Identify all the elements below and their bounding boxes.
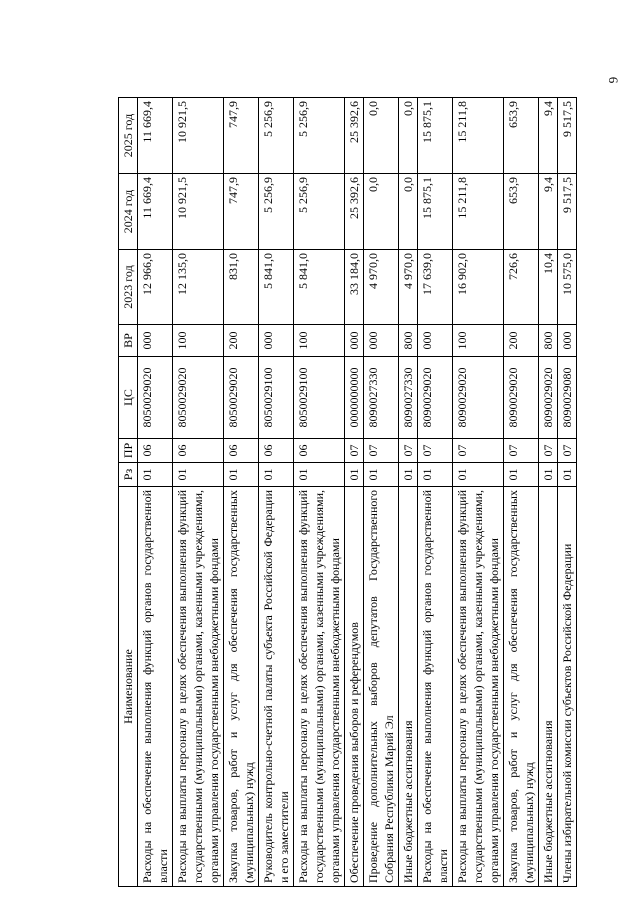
cell-vr: 000 <box>138 325 173 357</box>
cell-rz: 01 <box>418 463 453 487</box>
cell-2024: 5 256,9 <box>294 174 345 250</box>
cell-pr: 06 <box>138 439 173 463</box>
cell-2023: 33 184,0 <box>345 250 364 325</box>
cell-2024: 15 875,1 <box>418 174 453 250</box>
table-row <box>294 98 345 887</box>
header-pr: ПР <box>119 439 138 463</box>
cell-2025: 15 211,8 <box>453 98 504 174</box>
cell-name: Расходы на выплаты персоналу в целях обеспечения выполнения функций государственными (муниципальными) органами, казенными учреждениями, органами управления государственными внебюджетными фондами <box>173 487 224 887</box>
cell-2024: 9 517,5 <box>558 174 577 250</box>
cell-rz: 01 <box>294 463 345 487</box>
cell-vr: 100 <box>173 325 224 357</box>
cell-2023: 5 841,0 <box>259 250 294 325</box>
cell-2025: 5 256,9 <box>259 98 294 174</box>
cell-vr: 200 <box>504 325 539 357</box>
cell-2023: 10 575,0 <box>558 250 577 325</box>
cell-2025: 747,9 <box>224 98 259 174</box>
table-row <box>453 98 504 887</box>
cell-2025: 5 256,9 <box>294 98 345 174</box>
header-2023: 2023 год <box>119 250 138 325</box>
table-row <box>224 98 259 887</box>
cell-cs: 8050029100 <box>259 357 294 439</box>
cell-2023: 5 841,0 <box>294 250 345 325</box>
table-row <box>173 98 224 887</box>
cell-cs: 8050029020 <box>138 357 173 439</box>
cell-vr: 800 <box>539 325 558 357</box>
cell-2024: 653,9 <box>504 174 539 250</box>
cell-vr: 200 <box>224 325 259 357</box>
cell-pr: 07 <box>504 439 539 463</box>
cell-name: Закупка товаров, работ и услуг для обеспечения государственных (муниципальных) нужд <box>504 487 539 887</box>
cell-pr: 07 <box>345 439 364 463</box>
cell-2023: 12 135,0 <box>173 250 224 325</box>
cell-vr: 000 <box>418 325 453 357</box>
cell-rz: 01 <box>345 463 364 487</box>
cell-cs: 8090027330 <box>399 357 418 439</box>
table-row <box>418 98 453 887</box>
cell-pr: 07 <box>453 439 504 463</box>
cell-pr: 07 <box>418 439 453 463</box>
cell-2023: 10,4 <box>539 250 558 325</box>
cell-name: Расходы на выплаты персоналу в целях обеспечения выполнения функций государственными (муниципальными) органами, казенными учреждениями, органами управления государственными внебюджетными фондами <box>453 487 504 887</box>
cell-2024: 11 669,4 <box>138 174 173 250</box>
cell-2025: 653,9 <box>504 98 539 174</box>
cell-vr: 100 <box>294 325 345 357</box>
header-vr: ВР <box>119 325 138 357</box>
table-row <box>345 98 364 887</box>
table-header-row <box>119 98 138 887</box>
cell-2023: 4 970,0 <box>399 250 418 325</box>
cell-cs: 8090029020 <box>418 357 453 439</box>
cell-cs: 8090029020 <box>539 357 558 439</box>
cell-rz: 01 <box>364 463 399 487</box>
cell-name: Обеспечение проведения выборов и референдумов <box>345 487 364 887</box>
cell-vr: 000 <box>345 325 364 357</box>
cell-name: Иные бюджетные ассигнования <box>539 487 558 887</box>
cell-2024: 9,4 <box>539 174 558 250</box>
cell-cs: 8050029020 <box>173 357 224 439</box>
cell-pr: 06 <box>173 439 224 463</box>
budget-table <box>118 97 577 887</box>
page-number: 6 <box>606 76 621 84</box>
cell-pr: 07 <box>364 439 399 463</box>
cell-2025: 11 669,4 <box>138 98 173 174</box>
cell-vr: 000 <box>259 325 294 357</box>
header-2024: 2024 год <box>119 174 138 250</box>
cell-name: Расходы на обеспечение выполнения функций органов государственной власти <box>418 487 453 887</box>
cell-cs: 8050029020 <box>224 357 259 439</box>
table-body <box>138 98 577 887</box>
cell-rz: 01 <box>504 463 539 487</box>
cell-2023: 726,6 <box>504 250 539 325</box>
cell-name: Расходы на выплаты персоналу в целях обеспечения выполнения функций государственными (муниципальными) органами, казенными учреждениями, органами управления государственными внебюджетными фондами <box>294 487 345 887</box>
cell-2025: 15 875,1 <box>418 98 453 174</box>
cell-name: Иные бюджетные ассигнования <box>399 487 418 887</box>
cell-2025: 9,4 <box>539 98 558 174</box>
table-row <box>138 98 173 887</box>
cell-name: Члены избирательной комиссии субъектов Российской Федерации <box>558 487 577 887</box>
header-2025: 2025 год <box>119 98 138 174</box>
cell-vr: 800 <box>399 325 418 357</box>
cell-2024: 15 211,8 <box>453 174 504 250</box>
cell-rz: 01 <box>173 463 224 487</box>
cell-2024: 25 392,6 <box>345 174 364 250</box>
cell-vr: 100 <box>453 325 504 357</box>
cell-rz: 01 <box>558 463 577 487</box>
cell-2024: 0,0 <box>399 174 418 250</box>
cell-cs: 8090027330 <box>364 357 399 439</box>
cell-2023: 4 970,0 <box>364 250 399 325</box>
cell-name: Расходы на обеспечение выполнения функций органов государственной власти <box>138 487 173 887</box>
cell-pr: 07 <box>539 439 558 463</box>
cell-pr: 07 <box>399 439 418 463</box>
cell-cs: 8050029100 <box>294 357 345 439</box>
cell-cs: 0000000000 <box>345 357 364 439</box>
cell-rz: 01 <box>259 463 294 487</box>
cell-2025: 9 517,5 <box>558 98 577 174</box>
cell-2024: 0,0 <box>364 174 399 250</box>
cell-pr: 06 <box>259 439 294 463</box>
cell-cs: 8090029020 <box>504 357 539 439</box>
cell-2023: 17 639,0 <box>418 250 453 325</box>
cell-vr: 000 <box>364 325 399 357</box>
cell-pr: 06 <box>224 439 259 463</box>
cell-rz: 01 <box>224 463 259 487</box>
cell-rz: 01 <box>539 463 558 487</box>
table-row <box>259 98 294 887</box>
table-row <box>504 98 539 887</box>
cell-cs: 8090029080 <box>558 357 577 439</box>
cell-name: Закупка товаров, работ и услуг для обеспечения государственных (муниципальных) нужд <box>224 487 259 887</box>
cell-2025: 0,0 <box>364 98 399 174</box>
cell-2025: 0,0 <box>399 98 418 174</box>
table-row <box>364 98 399 887</box>
cell-rz: 01 <box>453 463 504 487</box>
cell-cs: 8090029020 <box>453 357 504 439</box>
cell-2024: 747,9 <box>224 174 259 250</box>
header-rz: Рз <box>119 463 138 487</box>
cell-pr: 06 <box>294 439 345 463</box>
table-row <box>539 98 558 887</box>
header-cs: ЦС <box>119 357 138 439</box>
cell-2025: 25 392,6 <box>345 98 364 174</box>
cell-vr: 000 <box>558 325 577 357</box>
cell-name: Руководитель контрольно-счетной палаты субъекта Российской Федерации и его заместители <box>259 487 294 887</box>
cell-rz: 01 <box>138 463 173 487</box>
cell-pr: 07 <box>558 439 577 463</box>
cell-2024: 5 256,9 <box>259 174 294 250</box>
cell-2024: 10 921,5 <box>173 174 224 250</box>
table-row <box>558 98 577 887</box>
cell-2025: 10 921,5 <box>173 98 224 174</box>
cell-name: Проведение дополнительных выборов депутатов Государственного Собрания Республики Марий Эл <box>364 487 399 887</box>
cell-2023: 16 902,0 <box>453 250 504 325</box>
cell-rz: 01 <box>399 463 418 487</box>
cell-2023: 12 966,0 <box>138 250 173 325</box>
cell-2023: 831,0 <box>224 250 259 325</box>
table-row <box>399 98 418 887</box>
header-name: Наименование <box>119 487 138 887</box>
